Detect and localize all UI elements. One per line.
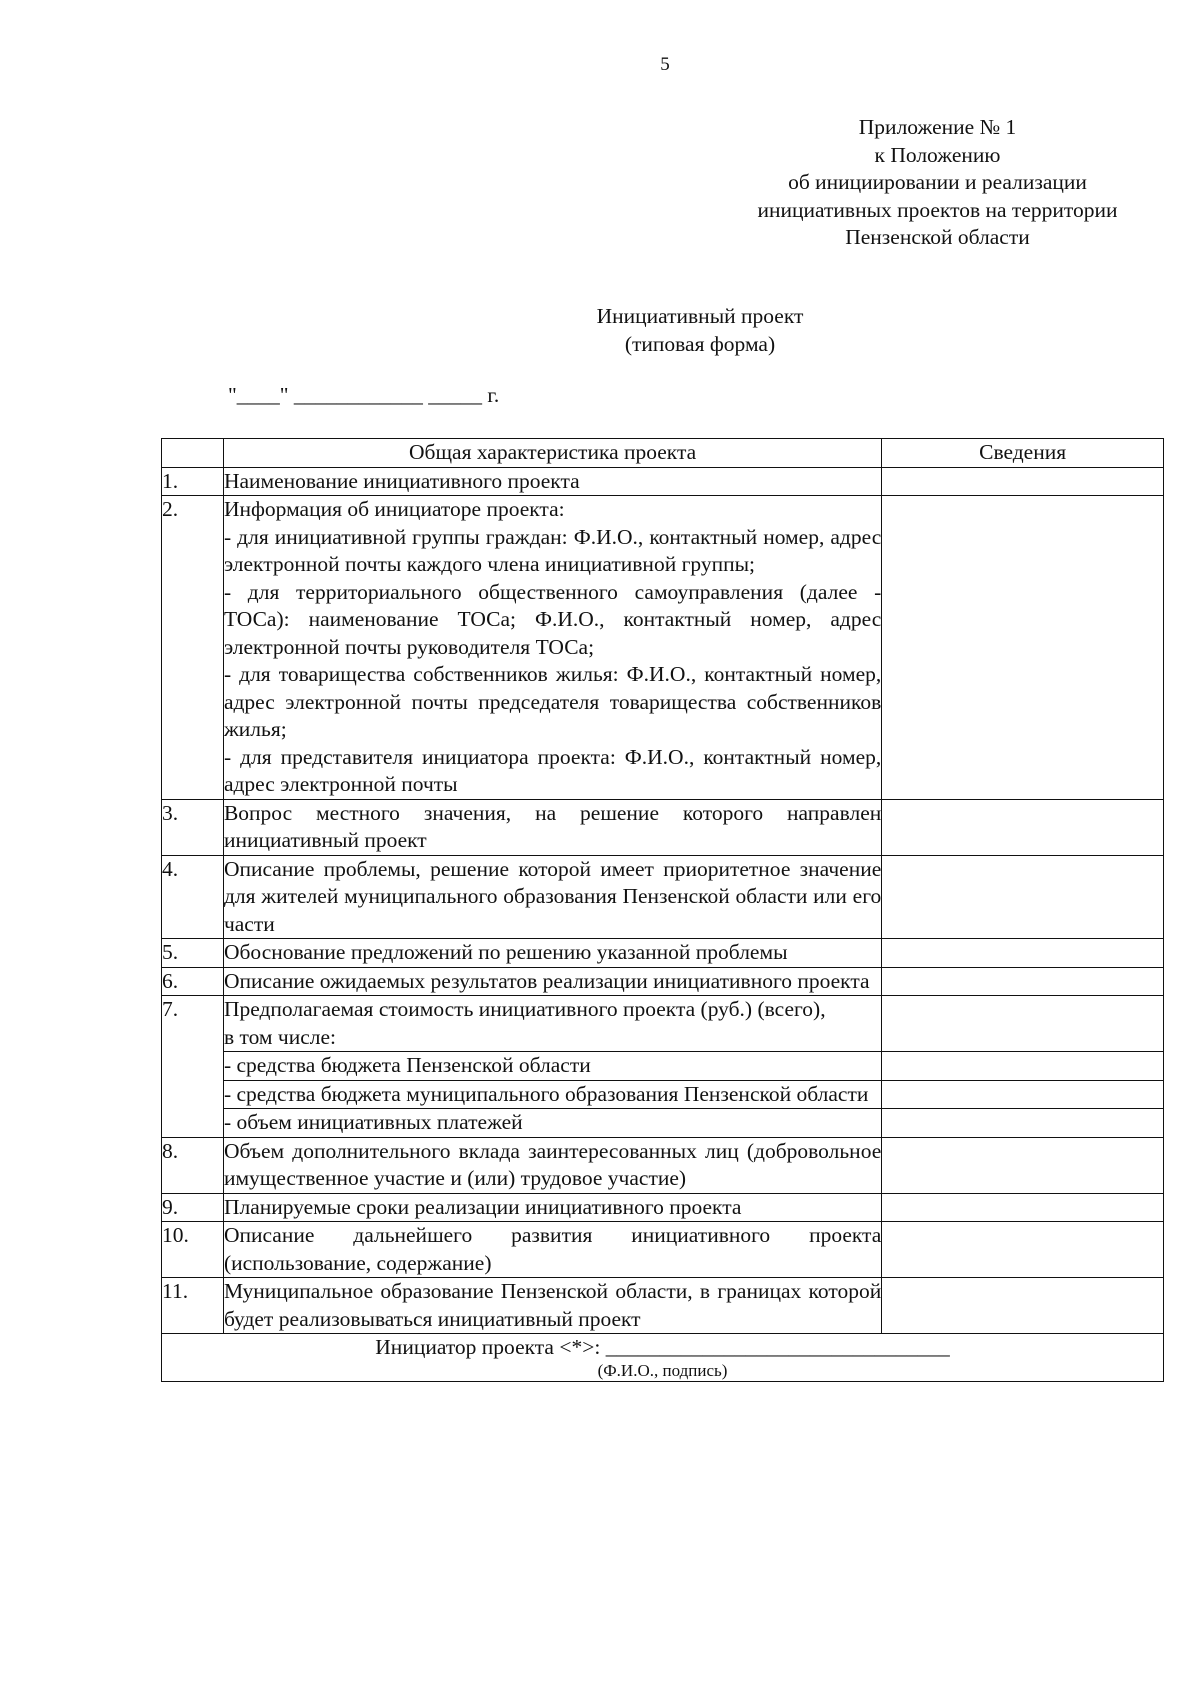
row-paragraph: - объем инициативных платежей <box>223 1110 523 1134</box>
project-table <box>161 438 1164 1382</box>
info-cell[interactable] <box>882 799 1164 855</box>
row-number: 8. <box>162 1137 224 1193</box>
row-paragraph: Описание проблемы, решение которой имеет приоритетное значение для жителей муниципального образования Пензенской области или его части <box>223 856 882 936</box>
table-subrow <box>162 1052 1164 1081</box>
row-paragraph: - средства бюджета Пензенской области <box>223 1053 591 1077</box>
table-row <box>162 1193 1164 1222</box>
row-number: 10. <box>162 1222 224 1278</box>
form-title-sub: (типовая форма) <box>624 331 776 356</box>
info-cell[interactable] <box>882 1080 1164 1109</box>
table-row <box>162 799 1164 855</box>
table-subrow <box>162 1109 1164 1138</box>
table-row <box>162 1137 1164 1193</box>
row-paragraph: в том числе: <box>223 1024 337 1049</box>
row-text <box>223 1193 881 1222</box>
row-paragraph: Предполагаемая стоимость инициативного проекта (руб.) (всего), <box>223 997 826 1021</box>
table-row <box>162 496 1164 800</box>
info-cell[interactable] <box>882 1193 1164 1222</box>
row-text <box>223 939 881 968</box>
header-info: Сведения <box>882 439 1164 468</box>
table-row <box>162 467 1164 496</box>
row-paragraph: Описание дальнейшего развития инициативного проекта (использование, содержание) <box>223 1223 882 1275</box>
header-characteristic: Общая характеристика проекта <box>223 439 881 468</box>
table-subrow <box>162 1080 1164 1109</box>
table-row <box>162 967 1164 996</box>
row-number: 1. <box>162 467 224 496</box>
table-row <box>162 939 1164 968</box>
info-cell[interactable] <box>882 967 1164 996</box>
initiator-signature-cell[interactable] <box>162 1334 1164 1382</box>
row-paragraph: - для территориального общественного самоуправления (далее - ТОСа): наименование ТОСа; Ф.И.О., контактный номер, адрес электронной почты руководителя ТОСа; <box>223 579 882 659</box>
row-paragraph: Планируемые сроки реализации инициативного проекта <box>223 1194 742 1219</box>
form-title <box>450 303 950 358</box>
initiator-signature-line: Инициатор проекта <*>: ________________________________ <box>375 1335 950 1359</box>
header-number-cell <box>162 439 224 468</box>
info-cell[interactable] <box>882 1109 1164 1138</box>
row-number: 5. <box>162 939 224 968</box>
row-paragraph: - для инициативной группы граждан: Ф.И.О., контактный номер, адрес электронной почты каждого члена инициативной группы; <box>223 524 882 576</box>
row-text: Наименование инициативного проекта <box>223 467 881 496</box>
row-number: 3. <box>162 799 224 855</box>
row-text <box>223 1109 881 1138</box>
row-paragraph: - для представителя инициатора проекта: Ф.И.О., контактный номер, адрес электронной почты <box>223 744 882 796</box>
row-number: 6. <box>162 967 224 996</box>
row-paragraph: Описание ожидаемых результатов реализации инициативного проекта <box>223 968 870 993</box>
table-header-row <box>162 439 1164 468</box>
row-text <box>223 967 881 996</box>
row-number: 7. <box>162 996 224 1138</box>
appendix-line: Пензенской области <box>845 225 1030 249</box>
row-number: 9. <box>162 1193 224 1222</box>
date-field[interactable]: "____" ____________ _____ г. <box>228 383 500 407</box>
signature-caption: (Ф.И.О., подпись) <box>597 1361 728 1380</box>
info-cell[interactable] <box>882 996 1164 1052</box>
table-row <box>162 996 1164 1052</box>
row-number: 11. <box>162 1278 224 1334</box>
row-text <box>223 1137 881 1193</box>
row-text <box>223 1052 881 1081</box>
info-cell[interactable] <box>882 467 1164 496</box>
info-cell[interactable] <box>882 1222 1164 1278</box>
page-number: 5 <box>660 54 670 75</box>
row-paragraph: - для товарищества собственников жилья: Ф.И.О., контактный номер, адрес электронной почты председателя товарищества собственников жилья; <box>223 662 882 741</box>
table-row <box>162 1222 1164 1278</box>
table-footer-row <box>162 1334 1164 1382</box>
info-cell[interactable] <box>882 496 1164 800</box>
row-number: 4. <box>162 855 224 939</box>
table-row <box>162 1278 1164 1334</box>
row-paragraph: Муниципальное образование Пензенской области, в границах которой будет реализовываться инициативный проект <box>223 1279 882 1331</box>
row-paragraph: - средства бюджета муниципального образования Пензенской области <box>223 1081 869 1106</box>
row-paragraph: Обоснование предложений по решению указанной проблемы <box>223 940 788 964</box>
row-paragraph: Объем дополнительного вклада заинтересованных лиц (добровольное имущественное участие и (или) трудовое участие) <box>223 1138 882 1190</box>
appendix-line: Приложение № 1 <box>858 115 1017 139</box>
row-paragraph: Вопрос местного значения, на решение которого направлен инициативный проект <box>223 800 882 852</box>
row-text <box>223 496 881 800</box>
info-cell[interactable] <box>882 1278 1164 1334</box>
info-cell[interactable] <box>882 1137 1164 1193</box>
info-cell[interactable] <box>882 1052 1164 1081</box>
appendix-line: инициативных проектов на территории <box>757 197 1118 222</box>
row-number: 2. <box>162 496 224 800</box>
row-text <box>223 855 881 939</box>
row-text <box>223 1080 881 1109</box>
row-text <box>223 996 881 1052</box>
row-text <box>223 1222 881 1278</box>
row-paragraph: Информация об инициаторе проекта: <box>223 497 565 521</box>
info-cell[interactable] <box>882 855 1164 939</box>
appendix-header <box>700 114 1175 252</box>
row-text <box>223 1278 881 1334</box>
form-title-main: Инициативный проект <box>596 304 804 328</box>
info-cell[interactable] <box>882 939 1164 968</box>
row-text <box>223 799 881 855</box>
appendix-line: к Положению <box>874 142 1001 167</box>
appendix-line: об инициировании и реализации <box>788 170 1087 194</box>
table-row <box>162 855 1164 939</box>
